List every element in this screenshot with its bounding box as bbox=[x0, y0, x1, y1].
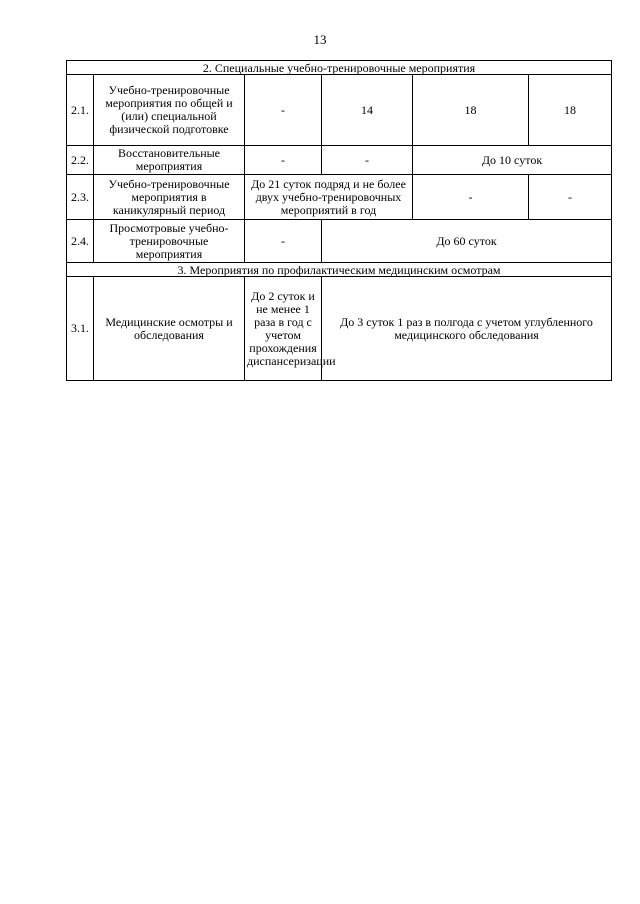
row-number: 2.1. bbox=[67, 75, 94, 146]
value-cell: 14 bbox=[322, 75, 413, 146]
row-number: 2.3. bbox=[67, 175, 94, 220]
section-header-row bbox=[67, 263, 612, 277]
value-cell: До 21 суток подряд и не более двух учебно-тренировочных мероприятий в год bbox=[245, 175, 413, 220]
page-number: 13 bbox=[313, 32, 327, 47]
event-name: Медицинские осмотры и обследования bbox=[94, 277, 245, 381]
value-cell: - bbox=[245, 220, 322, 263]
event-name: Просмотровые учебно-тренировочные мероприятия bbox=[94, 220, 245, 263]
section-title-2: 2. Специальные учебно-тренировочные мероприятия bbox=[67, 61, 612, 75]
table-row bbox=[67, 175, 612, 220]
value-cell: - bbox=[529, 175, 612, 220]
value-cell: До 10 суток bbox=[413, 146, 612, 175]
value-cell: - bbox=[245, 146, 322, 175]
event-name: Учебно-тренировочные мероприятия по общей и (или) специальной физической подготовке bbox=[94, 75, 245, 146]
section-title-3: 3. Мероприятия по профилактическим медицинским осмотрам bbox=[67, 263, 612, 277]
row-number: 3.1. bbox=[67, 277, 94, 381]
section-header-row bbox=[67, 61, 612, 75]
value-cell: 18 bbox=[413, 75, 529, 146]
value-cell: До 3 суток 1 раз в полгода с учетом углубленного медицинского обследования bbox=[322, 277, 612, 381]
table-row bbox=[67, 277, 612, 381]
event-name: Восстановительные мероприятия bbox=[94, 146, 245, 175]
table-row bbox=[67, 146, 612, 175]
table-row bbox=[67, 75, 612, 146]
value-cell: - bbox=[322, 146, 413, 175]
row-number: 2.4. bbox=[67, 220, 94, 263]
table-row bbox=[67, 220, 612, 263]
value-cell: 18 bbox=[529, 75, 612, 146]
value-cell: - bbox=[245, 75, 322, 146]
value-cell: До 2 суток и не менее 1 раза в год с учетом прохождения диспансеризации bbox=[245, 277, 322, 381]
event-name: Учебно-тренировочные мероприятия в каникулярный период bbox=[94, 175, 245, 220]
value-cell: - bbox=[413, 175, 529, 220]
training-events-table bbox=[66, 60, 612, 381]
row-number: 2.2. bbox=[67, 146, 94, 175]
value-cell: До 60 суток bbox=[322, 220, 612, 263]
